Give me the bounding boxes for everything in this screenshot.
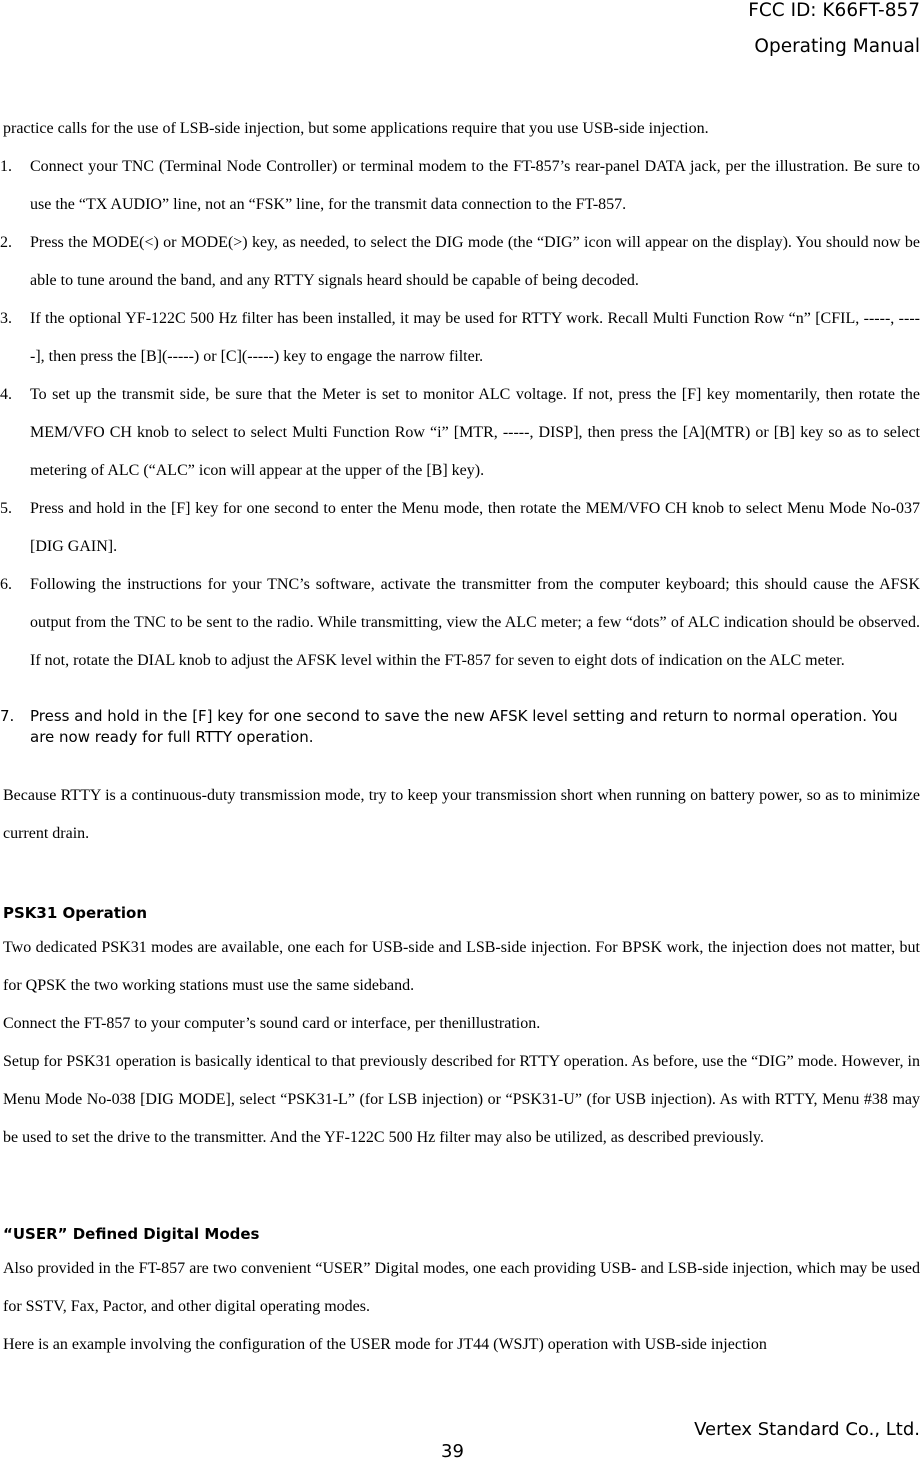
manual-title: Operating Manual: [754, 36, 920, 57]
psk31-heading: PSK31 Operation: [3, 904, 147, 922]
steps-list: [0, 148, 920, 680]
list-item: [0, 566, 920, 680]
psk31-paragraph-3: Setup for PSK31 operation is basically identical to that previously described for RTTY operation. As before, use the “DIG” mode. However, in Menu Mode No-038 [DIG MODE], select “PSK31-L” (for LSB injection) or “PSK31-U” (for USB injection). As with RTTY, Menu #38 may be used to set the drive to the transmitter. And the YF-122C 500 Hz filter may also be utilized, as described previously.: [3, 1053, 920, 1146]
rtty-note-paragraph: Because RTTY is a continuous-duty transmission mode, try to keep your transmission short when running on battery power, so as to minimize current drain.: [3, 787, 920, 842]
list-item: [0, 376, 920, 490]
fcc-id: FCC ID: K66FT-857: [748, 0, 920, 21]
step-text: To set up the transmit side, be sure that the Meter is set to monitor ALC voltage. If not, press the [F] key momentarily, then rotate the MEM/VFO CH knob to select to select Multi Function Row “i” [MTR, -----, DISP], then press the [A](MTR) or [B] key so as to select metering of ALC (“ALC” icon will appear at the upper of the [B] key).: [30, 386, 920, 479]
list-item: [0, 148, 920, 224]
page-number: 39: [441, 1441, 464, 1462]
step-text: If the optional YF-122C 500 Hz filter has been installed, it may be used for RTTY work. Recall Multi Function Row “n” [CFIL, -----, -----], then press the [B](-----) or [C](-----) key to engage the narrow filter.: [30, 310, 920, 365]
step-text: Press and hold in the [F] key for one second to save the new AFSK level setting and return to normal operation. You are now ready for full RTTY operation.: [30, 707, 898, 746]
step-text: Press the MODE(<) or MODE(>) key, as needed, to select the DIG mode (the “DIG” icon will appear on the display). You should now be able to tune around the band, and any RTTY signals heard should be capable of being decoded.: [30, 234, 920, 289]
psk31-paragraph-1: Two dedicated PSK31 modes are available, one each for USB-side and LSB-side injection. For BPSK work, the injection does not matter, but for QPSK the two working stations must use the same sideband.: [3, 939, 920, 994]
step-text: Press and hold in the [F] key for one second to enter the Menu mode, then rotate the MEM/VFO CH knob to select Menu Mode No-037 [DIG GAIN].: [30, 500, 920, 555]
list-item: [0, 224, 920, 300]
step-text: Following the instructions for your TNC’s software, activate the transmitter from the computer keyboard; this should cause the AFSK output from the TNC to be sent to the radio. While transmitting, view the ALC meter; a few “dots” of ALC indication should be observed. If not, rotate the DIAL knob to adjust the AFSK level within the FT-857 for seven to eight dots of indication on the ALC meter.: [30, 576, 920, 669]
list-item: [0, 300, 920, 376]
step-number: 1.: [0, 158, 12, 175]
step-number: 4.: [0, 386, 12, 403]
step-number: 5.: [0, 500, 12, 517]
step-number: 3.: [0, 310, 12, 327]
step-number: 7.: [0, 707, 15, 725]
step-7: [0, 706, 920, 748]
list-item: [0, 490, 920, 566]
psk31-paragraph-2: Connect the FT-857 to your computer’s sound card or interface, per thenillustration.: [3, 1015, 541, 1032]
user-modes-heading: “USER” Defined Digital Modes: [3, 1225, 260, 1243]
company-name: Vertex Standard Co., Ltd.: [694, 1419, 920, 1440]
user-modes-paragraph-1: Also provided in the FT-857 are two convenient “USER” Digital modes, one each providing USB- and LSB-side injection, which may be used for SSTV, Fax, Pactor, and other digital operating modes.: [3, 1260, 920, 1315]
step-number: 6.: [0, 576, 12, 593]
intro-paragraph: practice calls for the use of LSB-side injection, but some applications require that you use USB-side injection.: [3, 120, 709, 137]
step-text: Connect your TNC (Terminal Node Controller) or terminal modem to the FT-857’s rear-panel DATA jack, per the illustration. Be sure to use the “TX AUDIO” line, not an “FSK” line, for the transmit data connection to the FT-857.: [30, 158, 920, 213]
user-modes-paragraph-2: Here is an example involving the configuration of the USER mode for JT44 (WSJT) operation with USB-side injection: [3, 1336, 767, 1353]
step-number: 2.: [0, 234, 12, 251]
